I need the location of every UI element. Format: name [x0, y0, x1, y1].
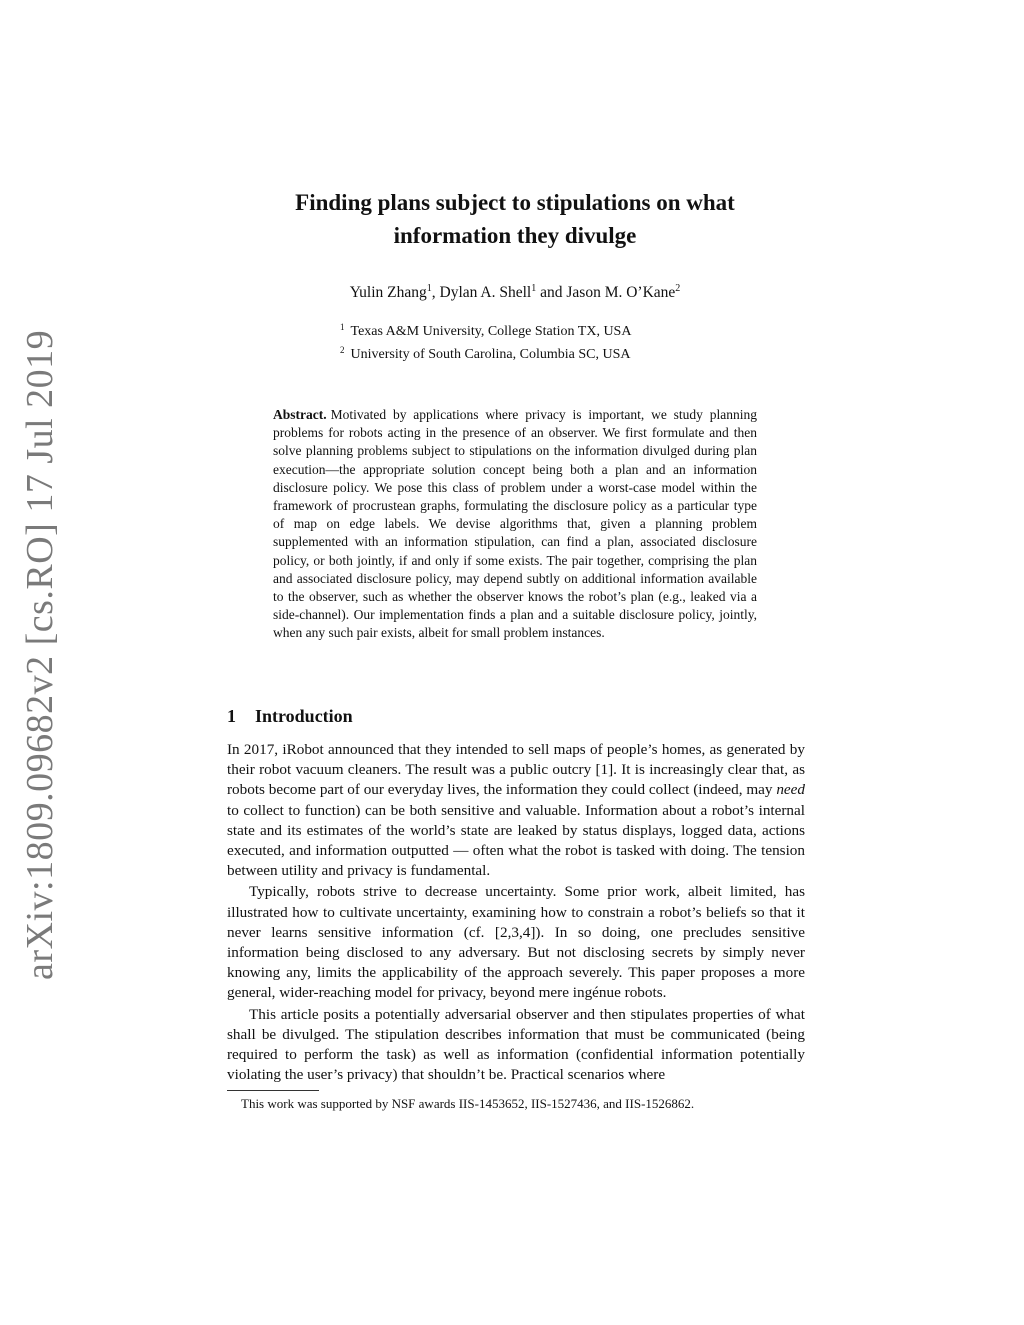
footnote-rule: [227, 1090, 319, 1091]
author-name: Dylan A. Shell: [439, 284, 532, 302]
affiliation-mark: 2: [340, 345, 345, 355]
affiliation: [340, 341, 700, 364]
affiliation-mark: 1: [531, 283, 537, 294]
abstract-label: Abstract.: [273, 407, 327, 422]
section-heading: [227, 706, 807, 727]
affiliation-text: Texas A&M University, College Station TX, USA: [350, 324, 632, 339]
footnote: This work was supported by NSF awards IIS-1453652, IIS-1527436, and IIS-1526862.: [241, 1096, 695, 1111]
abstract: [273, 406, 757, 643]
body-paragraph: This article posits a potentially adversarial observer and then stipulates properties of what shall be divulged. The stipulation describes information that must be communicated (being required to perform the task) as well as information (confidential information potentially violating the user’s privacy) that shouldn’t be. Practical scenarios where: [227, 1005, 805, 1084]
title-line-2: information they divulge: [393, 223, 637, 248]
author-name: Jason M. O’Kane: [566, 284, 676, 302]
affiliation-mark: 2: [675, 283, 681, 294]
author-list: [200, 283, 830, 302]
title-line-1: Finding plans subject to stipulations on what: [295, 190, 735, 215]
affiliation-mark: 1: [426, 283, 432, 294]
author-name: Yulin Zhang: [349, 284, 427, 302]
introduction-body: [227, 740, 805, 1085]
arxiv-identifier: arXiv:1809.09682v2 [cs.RO] 17 Jul 2019: [19, 329, 61, 980]
emphasis: need: [776, 781, 805, 799]
affiliation-text: University of South Carolina, Columbia SC, USA: [350, 347, 631, 362]
section-title: Introduction: [255, 706, 353, 726]
abstract-text: Motivated by applications where privacy is important, we study planning problems for robots acting in the presence of an observer. We first formulate and then solve planning problems subject to stipulations on the information divulged during plan execution—the appropriate solution concept being both a plan and an information disclosure policy. We pose this class of problem under a worst-case model within the framework of procrustean graphs, formulating the disclosure policy as a particular type of map on edge labels. We devise algorithms that, given a planning problem supplemented with an information stipulation, can find a plan, associated disclosure policy, or both jointly, if and only if some exists. The pair together, comprising the plan and associated disclosure policy, may depend subtly on additional information available to the observer, such as whether the observer knows the robot’s plan (e.g., leaked via a side-channel). Our implementation finds a plan and a suitable disclosure policy, jointly, when any such pair exists, albeit for small problem instances.: [273, 407, 757, 641]
author-separator: and: [536, 284, 567, 302]
body-paragraph: [227, 740, 805, 881]
paragraph-text: to collect to function) can be both sensitive and valuable. Information about a robot’s internal state and its estimates of the world’s state are leaked by status displays, logged data, actions executed, and information outputted — often what the robot is tasked with doing. The tension between utility and privacy is fundamental.: [227, 801, 805, 880]
body-paragraph: Typically, robots strive to decrease uncertainty. Some prior work, albeit limited, has illustrated how to cultivate uncertainty, examining how to constrain a robot’s beliefs so that it never learns sensitive information (cf. [2,3,4]). In so doing, one precludes sensitive information being disclosed to any adversary. But not disclosing secrets by simply never knowing any, limits the applicability of the approach severely. This paper proposes a more general, wider-reaching model for privacy, beyond mere ingénue robots.: [227, 883, 805, 1002]
affiliation: [340, 318, 700, 341]
author-separator: ,: [431, 284, 440, 302]
affiliation-list: [340, 318, 700, 364]
paragraph-text: In 2017, iRobot announced that they intended to sell maps of people’s homes, as generated by their robot vacuum cleaners. The result was a public outcry [1]. It is increasingly clear that, as robots become part of our everyday lives, the information they could collect (indeed, may: [227, 741, 805, 799]
paper-title: [200, 186, 830, 252]
section-number: 1: [227, 706, 236, 726]
affiliation-mark: 1: [340, 322, 345, 332]
